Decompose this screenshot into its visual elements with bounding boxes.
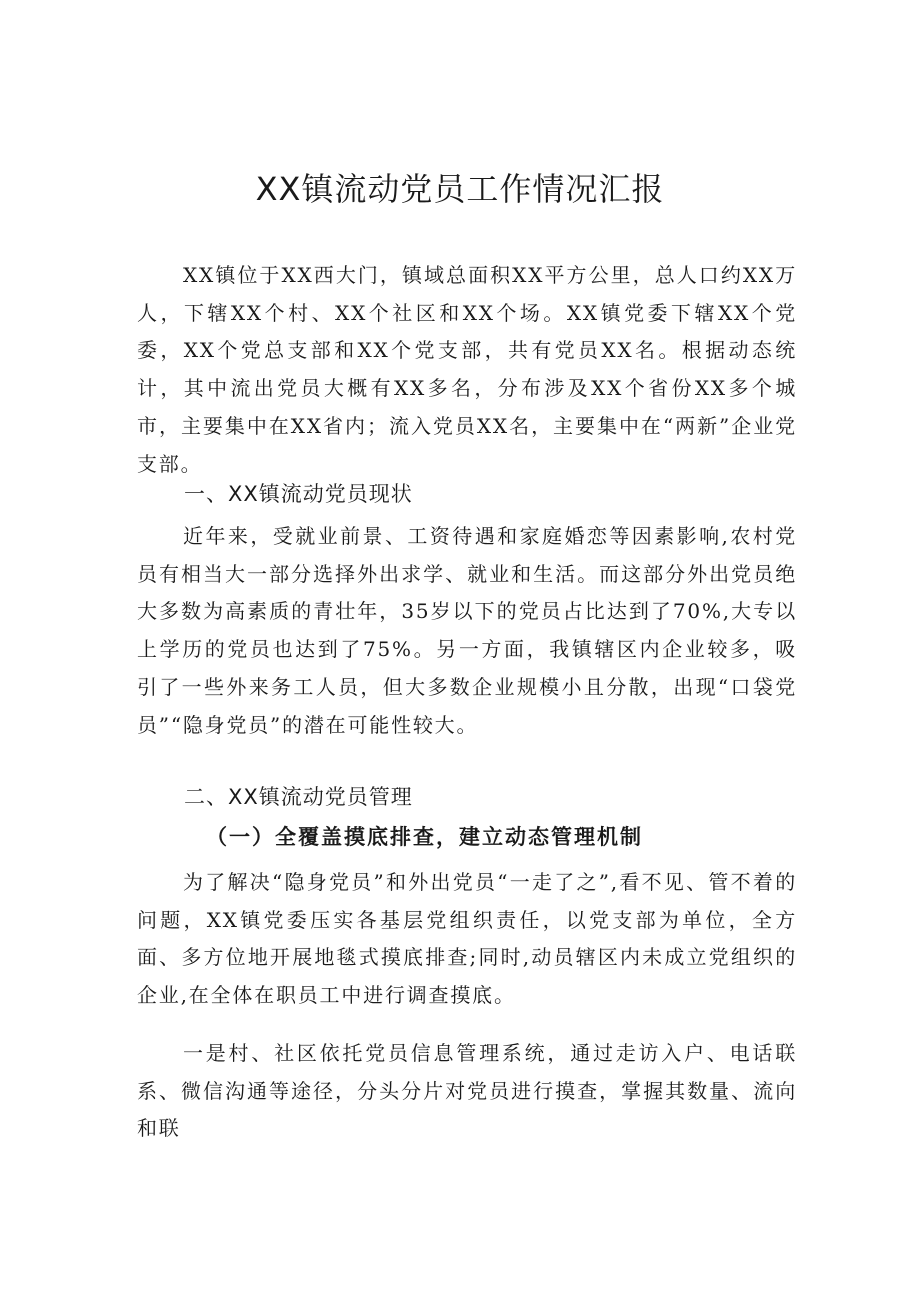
section-2-subheading: （一）全覆盖摸底排查，建立动态管理机制 [206, 824, 643, 849]
section-1-heading: 一、XX镇流动党员现状 [184, 482, 413, 506]
intro-paragraph: XX镇位于XX西大门，镇域总面积XX平方公里，总人口约XX万人，下辖XX个村、XX个社区和XX个场。XX镇党委下辖XX个党委，XX个党总支部和XX个党支部，共有党员XX名。根据动态统计，其中流出党员大概有XX多名，分布涉及XX个省份XX多个城市，主要集中在XX省内；流入党员XX名，主要集中在“两新”企业党支部。 [137, 263, 797, 476]
section-2-heading: 二、XX镇流动党员管理 [184, 785, 413, 809]
section-2-paragraph-1: 为了解决“隐身党员”和外出党员“一走了之”,看不见、管不着的问题，XX镇党委压实各基层党组织责任，以党支部为单位，全方面、多方位地开展地毯式摸底排查;同时,动员辖区内未成立党组织的企业,在全体在职员工中进行调查摸底。 [137, 870, 797, 1008]
section-2-paragraph-2: 一是村、社区依托党员信息管理系统，通过走访入户、电话联系、微信沟通等途径，分头分片对党员进行摸查，掌握其数量、流向和联 [137, 1041, 797, 1141]
document-title: XX镇流动党员工作情况汇报 [255, 170, 665, 208]
section-1-paragraph: 近年来，受就业前景、工资待遇和家庭婚恋等因素影响,农村党员有相当大一部分选择外出求学、就业和生活。而这部分外出党员绝大多数为高素质的青壮年，35岁以下的党员占比达到了70%,大专以上学历的党员也达到了75%。另一方面，我镇辖区内企业较多，吸引了一些外来务工人员，但大多数企业规模小且分散，出现“口袋党员”“隐身党员”的潜在可能性较大。 [137, 524, 797, 737]
